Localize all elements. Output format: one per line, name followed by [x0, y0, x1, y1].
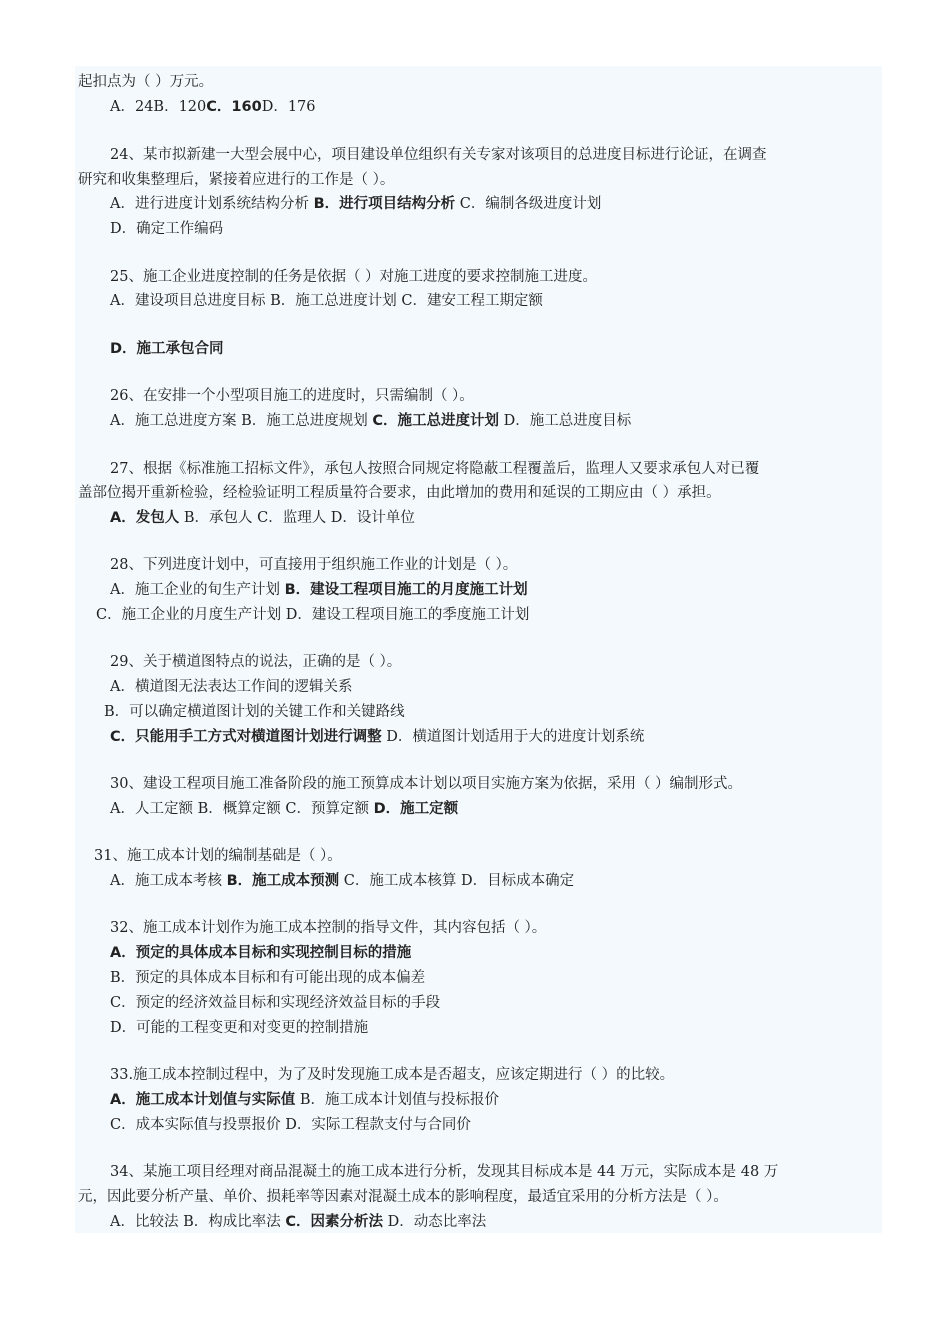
question-34-stem-cont: 元，因此要分析产量、单价、损耗率等因素对混凝土成本的影响程度，最适宜采用的分析方法是（ ）。: [78, 1189, 728, 1205]
answer-highlight: B．施工成本预测: [226, 873, 340, 889]
question-24-options: A．进行进度计划系统结构分析 B．进行项目结构分析 C．编制各级进度计划: [110, 196, 602, 212]
question-32-option-d: D．可能的工程变更和对变更的控制措施: [110, 1020, 369, 1036]
answer-highlight: C．160: [206, 99, 262, 115]
question-30-options: A．人工定额 B．概算定额 C．预算定额 D．施工定额: [110, 801, 459, 817]
question-28-stem: 28、下列进度计划中，可直接用于组织施工作业的计划是（ ）。: [110, 557, 518, 573]
question-33-options-cd: C．成本实际值与投票报价 D．实际工程款支付与合同价: [110, 1117, 471, 1133]
answer-highlight: C．只能用手工方式对横道图计划进行调整: [110, 729, 382, 745]
question-31-options: A．施工成本考核 B．施工成本预测 C．施工成本核算 D．目标成本确定: [110, 873, 575, 889]
question-27-stem: 27、根据《标准施工招标文件》，承包人按照合同规定将隐蔽工程覆盖后，监理人又要求承包人对已覆: [110, 461, 760, 477]
question-29-options-cd: C．只能用手工方式对横道图计划进行调整 D．横道图计划适用于大的进度计划系统: [110, 729, 645, 745]
answer-highlight: A．施工成本计划值与实际值: [110, 1092, 296, 1108]
question-32-option-b: B．预定的具体成本目标和有可能出现的成本偏差: [110, 970, 426, 986]
question-32-stem: 32、施工成本计划作为施工成本控制的指导文件，其内容包括（ ）。: [110, 920, 547, 936]
question-34-stem: 34、某施工项目经理对商品混凝土的施工成本进行分析，发现其目标成本是 44 万元，实际成本是 48 万: [110, 1164, 779, 1180]
question-29-stem: 29、关于横道图特点的说法，正确的是（ ）。: [110, 654, 402, 670]
answer-highlight: C．因素分析法: [285, 1214, 384, 1230]
answer-highlight: D．施工承包合同: [110, 341, 224, 357]
question-29-option-a: A．横道图无法表达工作间的逻辑关系: [110, 679, 353, 695]
question-25-option-d: [110, 337, 910, 361]
question-31-stem: 31、施工成本计划的编制基础是（ ）。: [94, 848, 342, 864]
question-33-options-ab: A．施工成本计划值与实际值 B．施工成本计划值与投标报价: [110, 1092, 499, 1108]
question-30-stem: 30、建设工程项目施工准备阶段的施工预算成本计划以项目实施方案为依据，采用（ ）编制形式。: [110, 776, 743, 792]
question-24-stem: 24、某市拟新建一大型会展中心，项目建设单位组织有关专家对该项目的总进度目标进行论证，在调查: [110, 147, 767, 163]
answer-highlight: C．施工总进度计划: [372, 413, 499, 429]
question-24-stem-cont: 研究和收集整理后，紧接着应进行的工作是（ ）。: [78, 172, 395, 188]
answer-highlight: D．施工定额: [373, 801, 459, 817]
question-26-stem: 26、在安排一个小型项目施工的进度时，只需编制（ ）。: [110, 388, 474, 404]
answer-highlight: A．发包人: [110, 510, 180, 526]
question-29-option-b: B．可以确定横道图计划的关键工作和关键路线: [104, 704, 405, 720]
question-28-options-ab: A．施工企业的旬生产计划 B．建设工程项目施工的月度施工计划: [110, 582, 528, 598]
question-23-options: A．24B．120C．160D．176: [110, 99, 316, 115]
question-24-option-d: D．确定工作编码: [110, 221, 224, 237]
question-32-option-a: [110, 941, 910, 965]
question-25-options: A．建设项目总进度目标 B．施工总进度计划 C．建安工程工期定额: [110, 293, 543, 309]
question-27-stem-cont: 盖部位揭开重新检验，经检验证明工程质量符合要求，由此增加的费用和延误的工期应由（ ）承担。: [78, 485, 721, 501]
question-28-options-cd: C．施工企业的月度生产计划 D．建设工程项目施工的季度施工计划: [96, 607, 530, 623]
question-25-stem: 25、施工企业进度控制的任务是依据（ ）对施工进度的要求控制施工进度。: [110, 269, 598, 285]
question-32-option-c: C．预定的经济效益目标和实现经济效益目标的手段: [110, 995, 441, 1011]
answer-highlight: B．进行项目结构分析: [313, 196, 456, 212]
question-34-options: A．比较法 B．构成比率法 C．因素分析法 D．动态比率法: [110, 1214, 487, 1230]
answer-highlight: A．预定的具体成本目标和实现控制目标的措施: [110, 945, 412, 961]
question-26-options: A．施工总进度方案 B．施工总进度规划 C．施工总进度计划 D．施工总进度目标: [110, 413, 632, 429]
question-23-stem-end: 起扣点为（ ）万元。: [78, 74, 214, 90]
question-27-options: A．发包人 B．承包人 C．监理人 D．设计单位: [110, 510, 415, 526]
question-33-stem: 33.施工成本控制过程中，为了及时发现施工成本是否超支，应该定期进行（ ）的比较。: [110, 1067, 675, 1083]
answer-highlight: B．建设工程项目施工的月度施工计划: [284, 582, 528, 598]
